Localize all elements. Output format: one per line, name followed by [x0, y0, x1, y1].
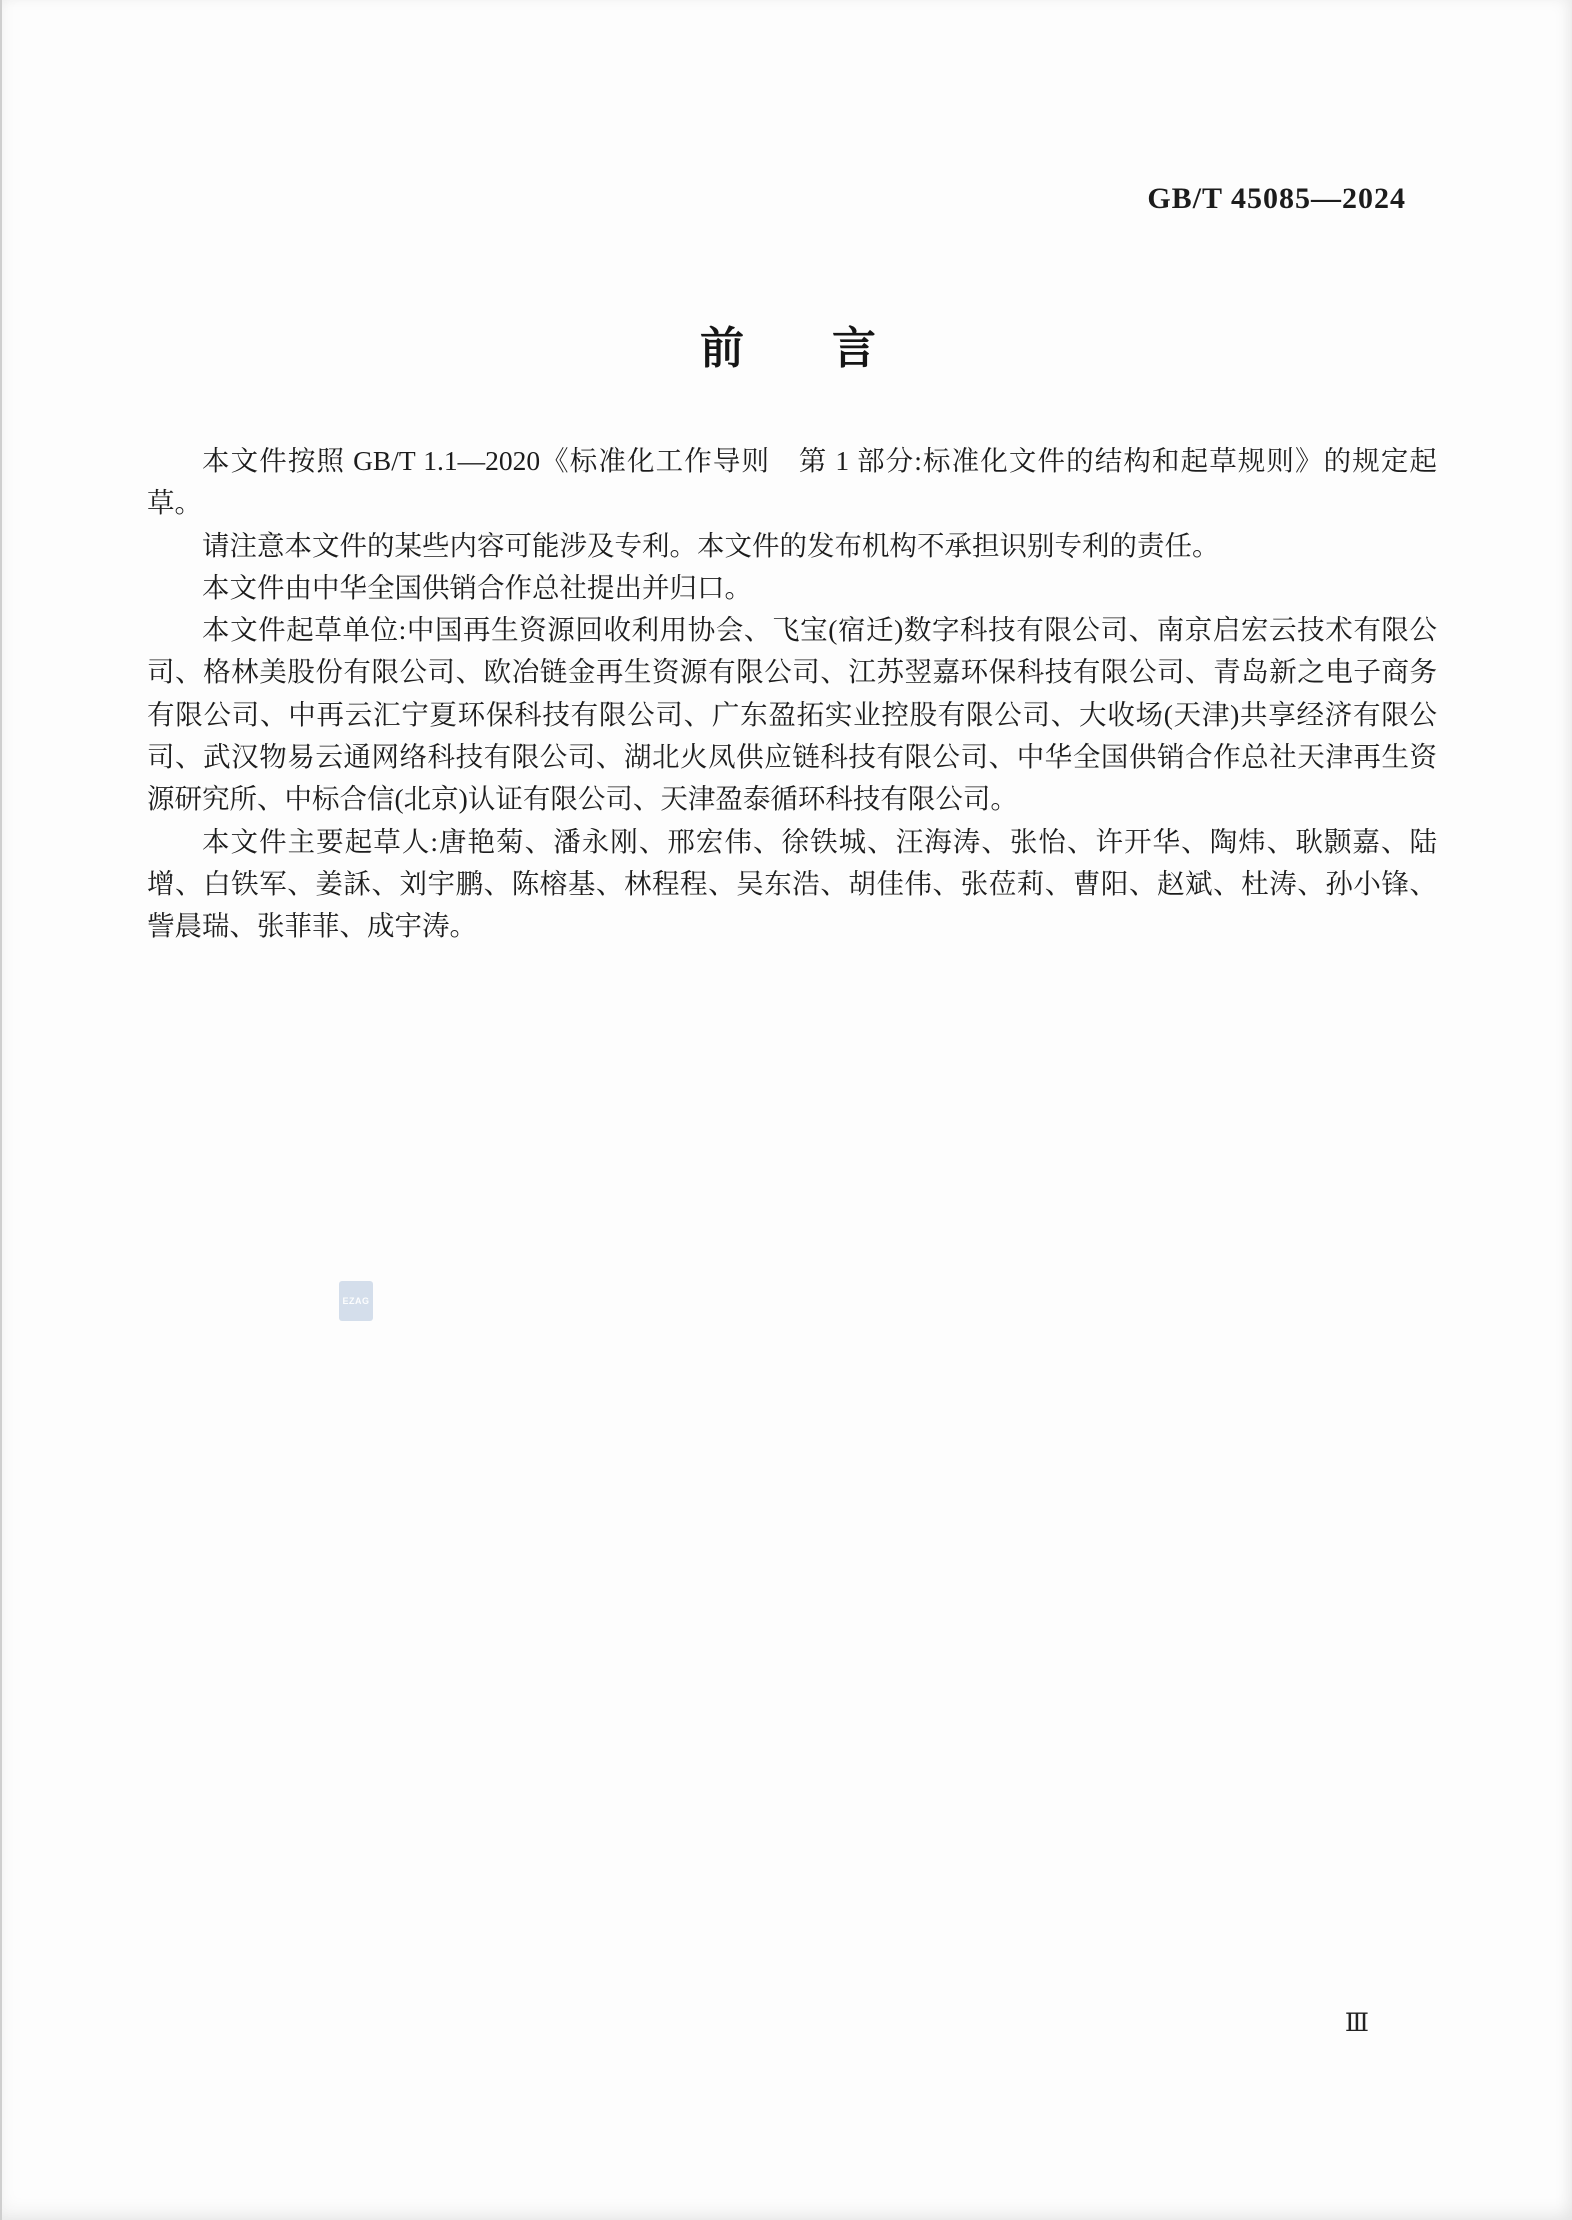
watermark-text: EZAG	[342, 1296, 370, 1306]
foreword-body	[147, 440, 1437, 948]
paragraph-drafting-rule: 本文件按照 GB/T 1.1—2020《标准化工作导则 第 1 部分:标准化文件的结构和起草规则》的规定起草。	[147, 445, 1437, 519]
page-number: Ⅲ	[1344, 2010, 1369, 2037]
paragraph-drafters: 本文件主要起草人:唐艳菊、潘永刚、邢宏伟、徐铁城、汪海涛、张怡、许开华、陶炜、耿颢嘉、陆增、白铁军、姜訸、刘宇鹏、陈榕基、林程程、吴东浩、胡佳伟、张莅莉、曹阳、赵斌、杜涛、孙小锋、訾晨瑞、张菲菲、成宇涛。	[147, 825, 1437, 942]
page-title: 前 言	[700, 324, 876, 373]
watermark-logo	[339, 1281, 373, 1321]
paragraph-issuing-body: 本文件由中华全国供销合作总社提出并归口。	[202, 571, 752, 603]
standard-number: GB/T 45085—2024	[1147, 182, 1406, 215]
paragraph-drafting-organizations: 本文件起草单位:中国再生资源回收利用协会、飞宝(宿迁)数字科技有限公司、南京启宏云技术有限公司、格林美股份有限公司、欧冶链金再生资源有限公司、江苏翌嘉环保科技有限公司、青岛新之电子商务有限公司、中再云汇宁夏环保科技有限公司、广东盈拓实业控股有限公司、大收场(天津)共享经济有限公司、武汉物易云通网络科技有限公司、湖北火凤供应链科技有限公司、中华全国供销合作总社天津再生资源研究所、中标合信(北京)认证有限公司、天津盈泰循环科技有限公司。	[147, 614, 1437, 815]
paragraph-patent-notice: 请注意本文件的某些内容可能涉及专利。本文件的发布机构不承担识别专利的责任。	[202, 529, 1220, 561]
